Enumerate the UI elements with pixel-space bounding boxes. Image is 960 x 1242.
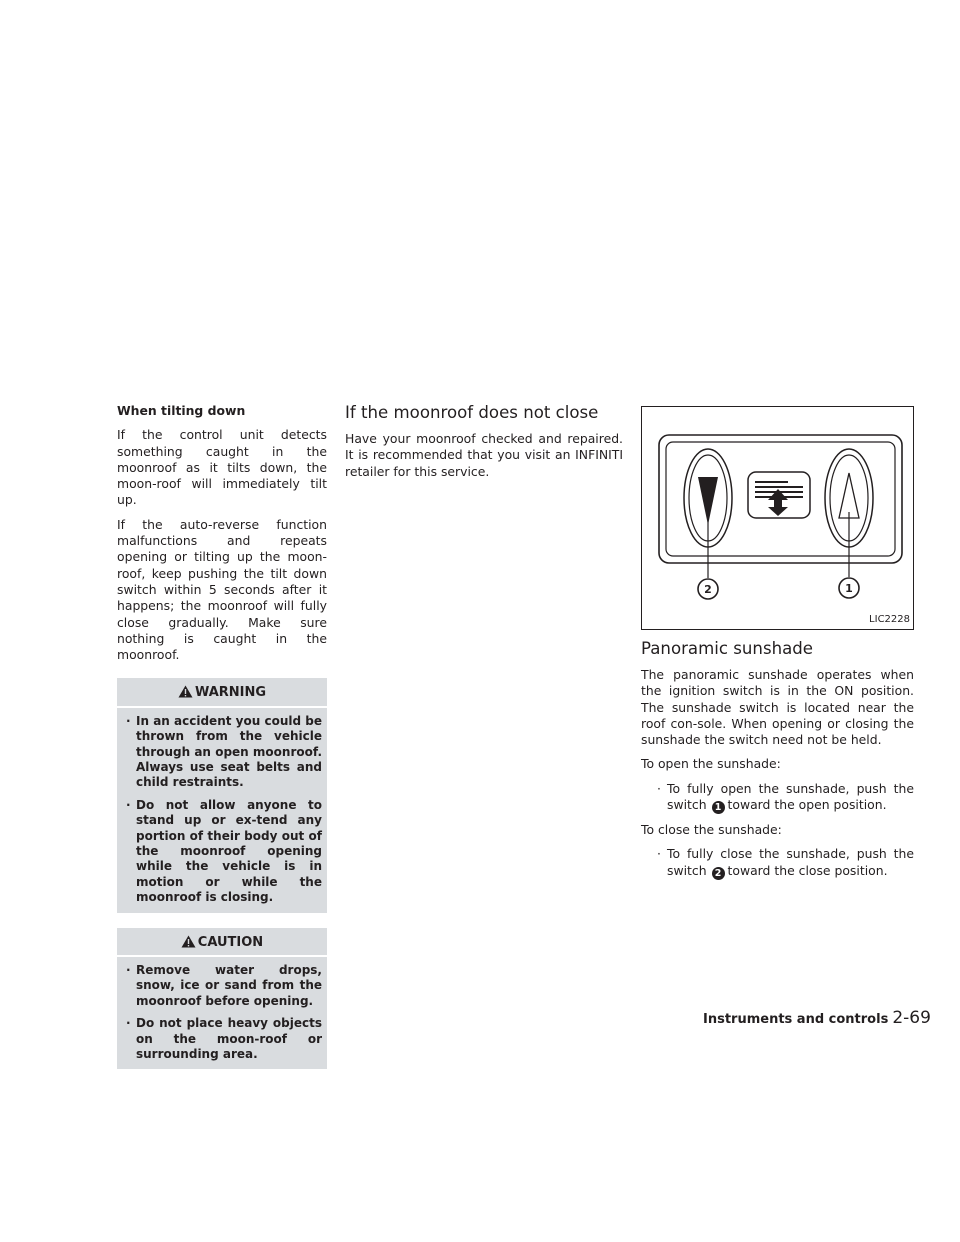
- sunshade-switch-figure: [641, 406, 914, 630]
- middle-column: [345, 403, 623, 488]
- callout-2-badge: 2: [712, 867, 725, 880]
- caution-item: · Do not place heavy objects on the moon-roof or surrounding area.: [122, 1016, 322, 1062]
- caution-list: [122, 963, 322, 1062]
- warning-box: [117, 678, 327, 912]
- close-steps: [641, 846, 914, 879]
- paragraph-control-unit: If the control unit detects something caught in the moonroof as it tilts down, the moon-roof will immediately tilt up.: [117, 427, 327, 508]
- callout-1-label: 1: [845, 582, 853, 595]
- paragraph-sunshade-intro: The panoramic sunshade operates when the ignition switch is in the ON position. The sunshade switch is located near the roof con-sole. When opening or closing the sunshade the switch need not be held.: [641, 667, 914, 748]
- close-step-text-end: toward the close position.: [727, 862, 888, 878]
- close-step-text: To fully close the sunshade, push the switch: [667, 846, 914, 878]
- warning-header: [117, 683, 327, 707]
- sunshade-switch-diagram: [642, 407, 913, 629]
- figure-code: LIC2228: [869, 613, 910, 625]
- close-step: [641, 846, 914, 879]
- warning-item: · Do not allow anyone to stand up or ex-tend any portion of their body out of the moonroof opening while the vehicle is in motion or while the moonroof is closing.: [122, 798, 322, 906]
- heading-panoramic-sunshade: Panoramic sunshade: [641, 639, 814, 658]
- right-column: [641, 406, 914, 888]
- callout-2-label: 2: [704, 583, 712, 596]
- heading-moonroof-not-close: If the moonroof does not close: [345, 403, 599, 422]
- open-step-text-end: toward the open position.: [727, 797, 887, 813]
- footer-section: Instruments and controls: [703, 1012, 889, 1027]
- callout-1-badge: 1: [712, 801, 725, 814]
- page-number: 2-69: [892, 1008, 931, 1028]
- close-sunshade-lead: To close the sunshade:: [641, 822, 782, 838]
- warning-icon: [178, 685, 193, 698]
- paragraph-auto-reverse: If the auto-reverse function malfunctions and repeats opening or tilting up the moon-roof, keep pushing the tilt down switch within 5 seconds after it happens; the moonroof will fully close gradually. Make sure nothing is caught in the moonroof.: [117, 516, 327, 663]
- caution-header: [117, 933, 327, 957]
- caution-title: CAUTION: [197, 934, 264, 950]
- open-step: [641, 781, 914, 814]
- subheading-tilting-down: When tilting down: [117, 403, 246, 418]
- open-sunshade-lead: To open the sunshade:: [641, 756, 781, 772]
- left-column: [117, 403, 327, 1069]
- caution-item: · Remove water drops, snow, ice or sand from the moonroof before opening.: [122, 963, 322, 1009]
- warning-item: · In an accident you could be thrown from the vehicle through an open moonroof. Always use seat belts and child restraints.: [122, 714, 322, 791]
- open-step-text: To fully open the sunshade, push the switch: [667, 780, 914, 813]
- open-steps: [641, 781, 914, 814]
- warning-title: WARNING: [194, 685, 267, 701]
- caution-box: [117, 928, 327, 1070]
- page-footer: [703, 1008, 931, 1028]
- caution-icon: [181, 935, 196, 948]
- paragraph-checked-repaired: Have your moonroof checked and repaired. It is recommended that you visit an INFINITI retailer for this service.: [345, 431, 623, 479]
- warning-list: [122, 714, 322, 906]
